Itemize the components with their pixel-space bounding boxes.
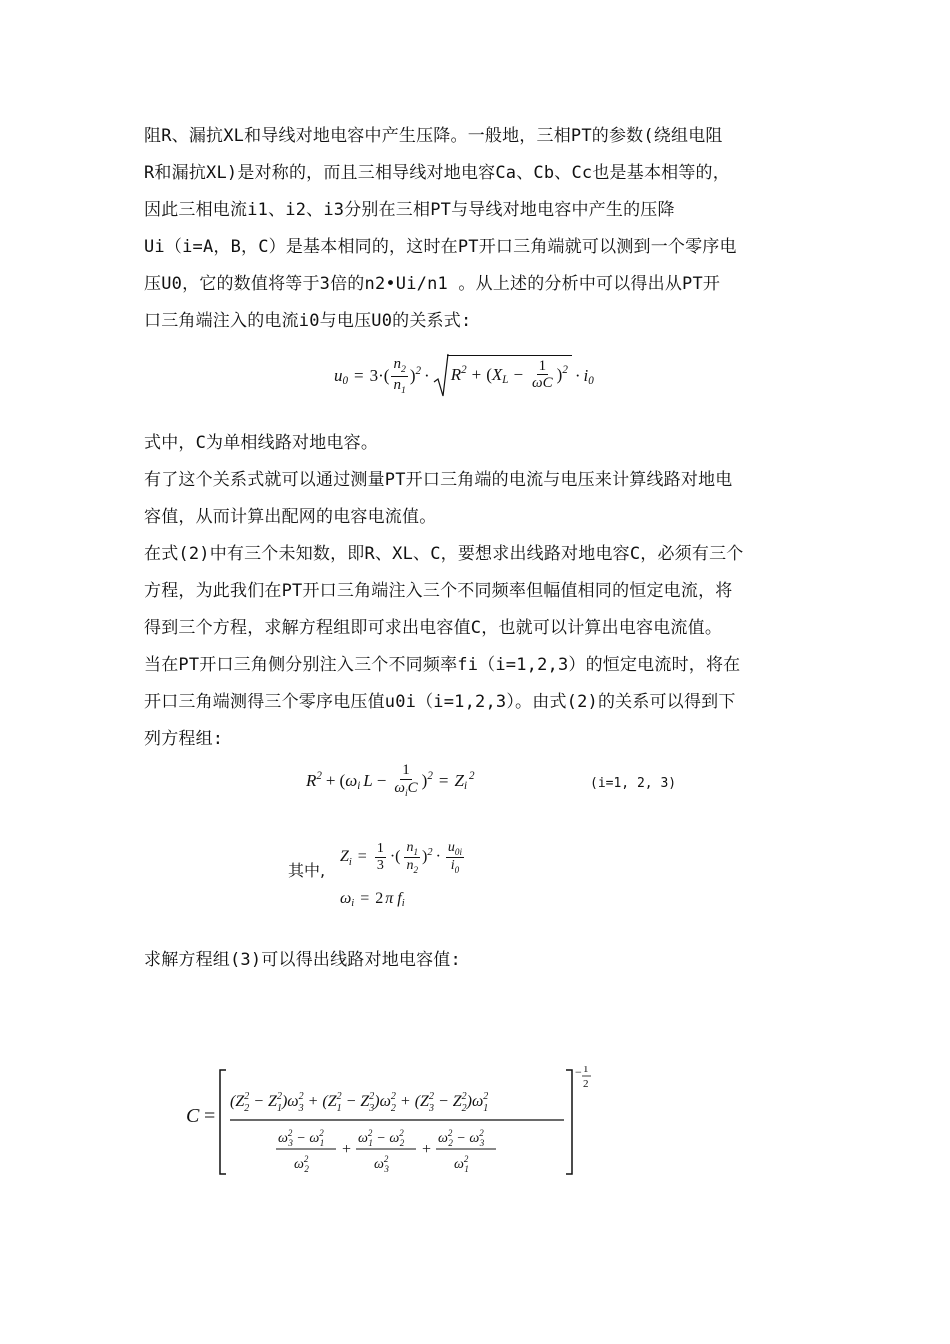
svg-text:+: + <box>422 1141 432 1158</box>
text-line: 阻R、漏抗XL和导线对地电容中产生压降。一般地，三相PT的参数(绕组电阻 <box>144 126 723 146</box>
svg-text:ω21: $\omega^2$ 1 <box>454 1154 469 1174</box>
where-label: 其中, <box>288 861 326 880</box>
svg-text:ω23 − ω21: $\omega^2$ $3 - \omega^2$ 1 <box>278 1128 325 1148</box>
equation-u0: u $_0$ = 3·( $\frac{n_2}{n_1}$ ) $^2$ · R $^2$ + ( X $_L$ − $\frac{1}{\omega C}$ ) $^2$ · i $_0$ <box>334 352 594 400</box>
text-line: 因此三相电流i1、i2、i3分别在三相PT与导线对地电容中产生的压降 <box>144 200 675 220</box>
svg-text:C: C <box>186 1105 200 1127</box>
text-line: 当在PT开口三角侧分别注入三个不同频率fi（i=1,2,3）的恒定电流时，将在 <box>144 655 741 675</box>
svg-text:2: 2 <box>583 1078 589 1090</box>
text-line: 容值，从而计算出配网的电容电流值。 <box>144 507 437 527</box>
equation-capacitance <box>186 1066 596 1186</box>
text-line: 求解方程组(3)可以得出线路对地电容值: <box>144 950 461 970</box>
text-line: 得到三个方程，求解方程组即可求出电容值C，也就可以计算出电容电流值。 <box>144 618 723 638</box>
svg-text:ω21 − ω22: $\omega^2$ $1 - \omega^2$ 2 <box>358 1128 405 1148</box>
text-line: 口三角端注入的电流i0与电压U0的关系式: <box>144 311 472 331</box>
text-line: 方程，为此我们在PT开口三角端注入三个不同频率但幅值相同的恒定电流，将 <box>144 581 733 601</box>
equation-condition: (i=1, 2, 3) <box>590 776 677 791</box>
text-line: 压U0，它的数值将等于3倍的n2•Ui/n1 。从上述的分析中可以得出从PT开 <box>144 274 721 294</box>
text-line: R和漏抗XL)是对称的，而且三相导线对地电容Ca、Cb、Cc也是基本相等的， <box>144 163 730 183</box>
svg-text:ω22: $\omega^2$ 2 <box>294 1154 309 1174</box>
svg-text:1: 1 <box>583 1066 589 1075</box>
text-line: 式中，C为单相线路对地电容。 <box>144 433 379 453</box>
equation-zi: Z $_i$ = $\frac{1}{3}$ ·( $\frac{n_1}{n_2}$ ) $^2$ · $\frac{u_{0i}}{i_0}$ <box>340 840 462 875</box>
svg-text:ω22 − ω23: $\omega^2$ $2 - \omega^2$ 3 <box>438 1128 485 1148</box>
text-line: 有了这个关系式就可以通过测量PT开口三角端的电流与电压来计算线路对地电 <box>144 470 733 490</box>
equation-system-row: R $^2$ + ( ω $_i$ L − $\frac{1}{\omega_iC}$ ) $^2$ = Z $_i$ $^2$ <box>306 762 475 799</box>
text-line: 列方程组: <box>144 729 224 749</box>
text-line: Ui（i=A，B，C）是基本相同的，这时在PT开口三角端就可以测到一个零序电 <box>144 237 737 257</box>
equation-omega: ω $_i$ = 2 π f $_i$ <box>340 889 405 909</box>
text-line: 在式(2)中有三个未知数，即R、XL、C，要想求出线路对地电容C，必须有三个 <box>144 544 744 564</box>
svg-text:−: − <box>575 1066 582 1079</box>
capacitance-formula-graphic <box>186 1066 596 1186</box>
svg-text:ω23: $\omega^2$ 3 <box>374 1154 389 1174</box>
svg-text:(Z22 − Z21)ω23 + (Z21 − Z23)ω2: ($Z^2$ $2 - Z^2$ $1)\omega^2$ $3 + (Z^2$ $1 - Z^2$ $3)\omega^2$ $2 + (Z^2$ $3 - Z^2$ $2)\omega^2$ 1 <box>230 1091 489 1114</box>
text-line: 开口三角端测得三个零序电压值u0i（i=1,2,3）。由式(2)的关系可以得到下 <box>144 692 736 712</box>
svg-text:+: + <box>342 1141 352 1158</box>
svg-text:=: = <box>204 1105 216 1127</box>
